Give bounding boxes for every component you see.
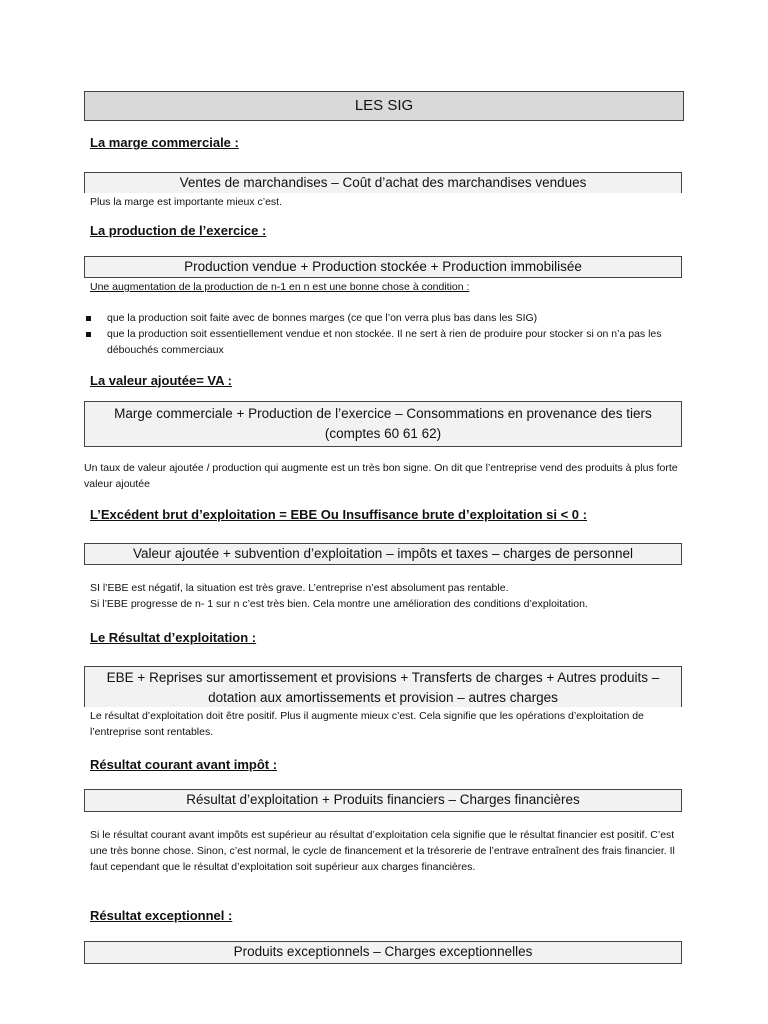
formula-resultat-courant: Résultat d’exploitation + Produits financiers – Charges financières (84, 789, 682, 812)
heading-ebe: L’Excédent brut d’exploitation = EBE Ou Insuffisance brute d’exploitation si < 0 : (90, 507, 587, 522)
text-ebe-progression: Si l’EBE progresse de n- 1 sur n c’est très bien. Cela montre une amélioration des conditions d’exploitation. (90, 598, 588, 610)
note-marge-commerciale: Plus la marge est importante mieux c’est. (90, 196, 282, 208)
heading-resultat-exceptionnel: Résultat exceptionnel : (90, 908, 233, 923)
text-resultat-courant: Si le résultat courant avant impôts est supérieur au résultat d’exploitation cela signifie que le résultat financier est positif. C’est une très bonne chose. Sinon, c’est normal, le cycle de financement et la trésorerie de l’entrave entraînent des frais financier. Il faut cependant que le résultat d’exploitation soit supérieur aux charges financières. (90, 829, 675, 873)
list-item: que la production soit essentiellement vendue et non stockée. Il ne sert à rien de produire pour stocker si on n’a pas les débouchés commerciaux (84, 326, 684, 358)
text-ebe-negatif: SI l’EBE est négatif, la situation est très grave. L’entreprise n’est absolument pas rentable. (90, 582, 509, 594)
square-bullet-icon (86, 332, 91, 337)
formula-resultat-exploitation: EBE + Reprises sur amortissement et provisions + Transferts de charges + Autres produits – dotation aux amortissements et provision – autres charges (84, 666, 682, 707)
formula-marge-commerciale: Ventes de marchandises – Coût d’achat des marchandises vendues (84, 172, 682, 193)
text-valeur-ajoutee: Un taux de valeur ajoutée / production qui augmente est un très bon signe. On dit que l’entreprise vend des produits à plus forte valeur ajoutée (84, 462, 678, 490)
formula-resultat-exceptionnel: Produits exceptionnels – Charges exceptionnelles (84, 941, 682, 964)
square-bullet-icon (86, 316, 91, 321)
formula-production-exercice: Production vendue + Production stockée + Production immobilisée (84, 256, 682, 278)
text-resultat-exploitation: Le résultat d’exploitation doit être positif. Plus il augmente mieux c’est. Cela signifie que les opérations d’exploitation de l’entreprise sont rentables. (90, 710, 644, 738)
heading-valeur-ajoutee: La valeur ajoutée= VA : (90, 373, 232, 388)
page-title: LES SIG (84, 91, 684, 121)
formula-valeur-ajoutee: Marge commerciale + Production de l’exercice – Consommations en provenance des tiers (comptes 60 61 62) (84, 401, 682, 447)
heading-marge-commerciale: La marge commerciale : (90, 135, 239, 150)
list-item: que la production soit faite avec de bonnes marges (ce que l’on verra plus bas dans les SIG) (84, 310, 684, 326)
condition-production: Une augmentation de la production de n-1 en n est une bonne chose à condition : (90, 281, 470, 293)
heading-production-exercice: La production de l’exercice : (90, 223, 267, 238)
heading-resultat-exploitation: Le Résultat d’exploitation : (90, 630, 257, 645)
bullet-list-production (84, 310, 684, 358)
formula-ebe: Valeur ajoutée + subvention d’exploitation – impôts et taxes – charges de personnel (84, 543, 682, 565)
heading-resultat-courant: Résultat courant avant impôt : (90, 757, 278, 772)
